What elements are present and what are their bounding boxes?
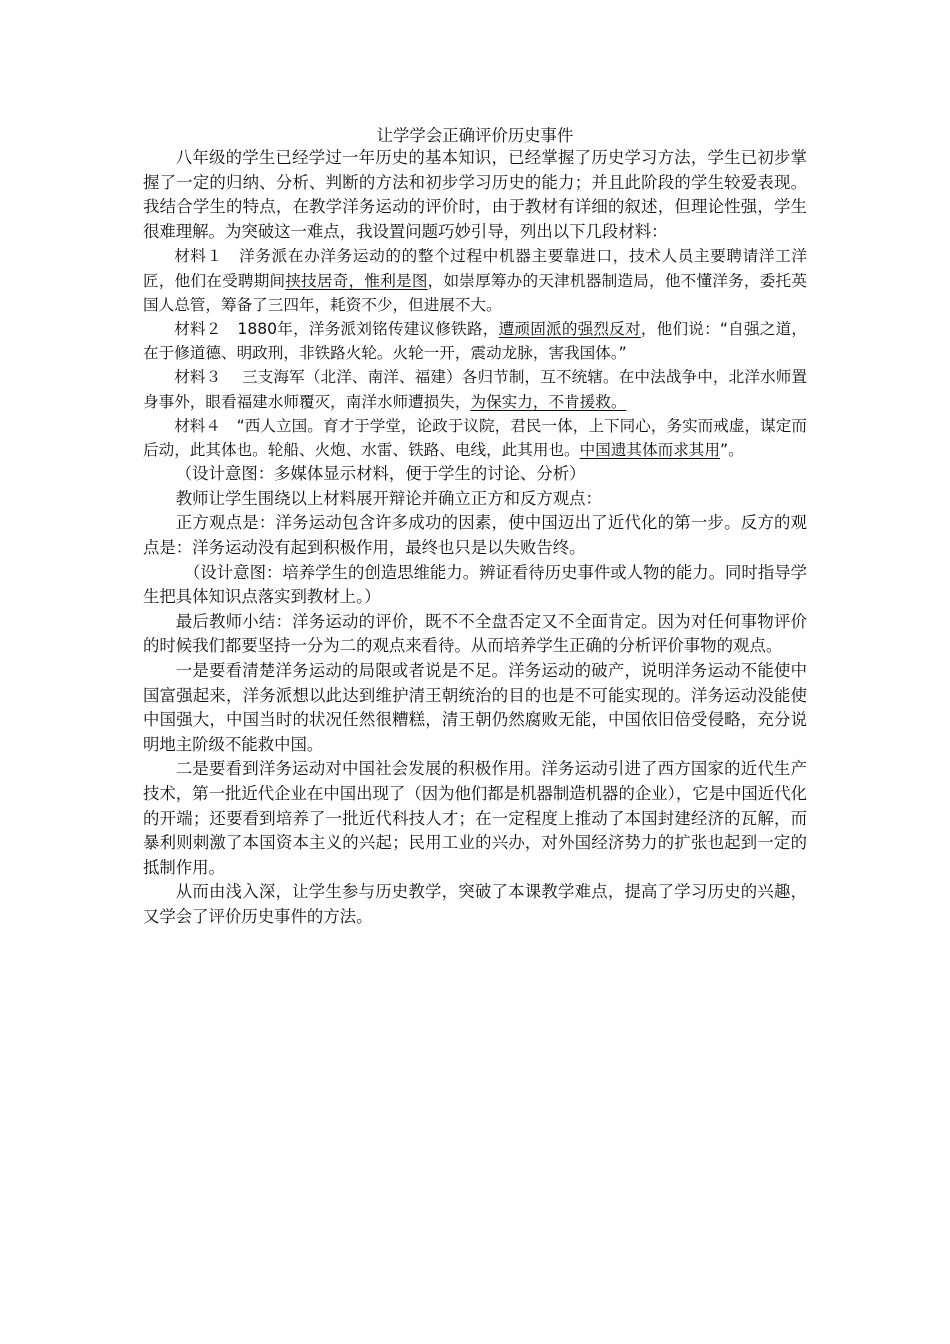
material-4-text-a: 材料４ “西人立国。育才于学堂，论政于议院，君民一体，上下同心，务实而戒虚，谋定而后动，此其体也。轮船、火炮、水雷、铁路、电线，此其用也。 bbox=[143, 416, 807, 459]
viewpoints-paragraph: 正方观点是：洋务运动包含许多成功的因素，使中国迈出了近代化的第一步。反方的观点是：洋务运动没有起到积极作用，最终也只是以失败告终。 bbox=[143, 513, 807, 557]
material-4-text-b: ”。 bbox=[720, 441, 744, 459]
summary-paragraph: 最后教师小结：洋务运动的评价，既不不全盘否定又不全面肯定。因为对任何事物评价的时候我们都要坚持一分为二的观点来看待。从而培养学生正确的分析评价事物的观点。 bbox=[143, 611, 807, 656]
document-page bbox=[143, 128, 807, 929]
design-intent-1: （设计意图：多媒体显示材料，便于学生的讨论、分析） bbox=[175, 464, 586, 484]
material-3 bbox=[143, 365, 807, 413]
conclusion-paragraph: 从而由浅入深，让学生参与历史教学，突破了本课教学难点，提高了学习历史的兴趣，又学会了评价历史事件的方法。 bbox=[143, 882, 807, 926]
material-2-text-b: ，他们说：“自强之道，在于修道德、明政刑，非铁路火轮。火轮一开，震动龙脉，害我国体。” bbox=[143, 319, 807, 363]
design-intent-2: （设计意图：培养学生的创造思维能力。辨证看待历史事件或人物的能力。同时指导学生把具体知识点落实到教材上。） bbox=[143, 562, 807, 607]
material-3-underlined: 为保实力，不肯援救。 bbox=[470, 392, 627, 411]
material-1-text-b: ，如崇厚筹办的天津机器制造局，他不懂洋务，委托英国人总管，筹备了三四年，耗资不少，但进展不大。 bbox=[143, 271, 807, 314]
limitations-paragraph: 一是要看清楚洋务运动的局限或者说是不足。洋务运动的破产，说明洋务运动不能使中国富强起来，洋务派想以此达到维护清王朝统治的目的也是不可能实现的。洋务运动没能使中国强大，中国当时的状况任然很糟糕，清王朝仍然腐败无能，中国依旧倍受侵略，充分说明地主阶级不能救中国。 bbox=[143, 660, 807, 754]
material-3-text-a: 材料３ 三支海军（北洋、南洋、福建）各归节制，互不统辖。在中法战争中，北洋水师置身事外，眼看福建水师覆灭，南洋水师遭损失， bbox=[143, 368, 807, 411]
debate-paragraph: 教师让学生围绕以上材料展开辩论并确立正方和反方观点： bbox=[175, 488, 602, 508]
material-2-text-a: 材料２ 1880年，洋务派刘铭传建议修铁路， bbox=[174, 319, 499, 338]
positive-effects-paragraph: 二是要看到洋务运动对中国社会发展的积极作用。洋务运动引进了西方国家的近代生产技术，第一批近代企业在中国出现了（因为他们都是机器制造机器的企业），它是中国近代化的开端；还要看到培养了一批近代科技人才；在一定程度上推动了本国封建经济的瓦解，而暴利则刺激了本国资本主义的兴起；民用工业的兴办，对外国经济势力的扩张也起到一定的抵制作用。 bbox=[143, 759, 807, 877]
material-2-underlined: 遭顽固派的强烈反对 bbox=[498, 319, 641, 338]
material-1-underlined: 挟技居奇，惟利是图 bbox=[285, 271, 428, 290]
material-2 bbox=[143, 317, 807, 365]
document-title: 让学学会正确评价历史事件 bbox=[376, 126, 574, 145]
material-1 bbox=[143, 244, 807, 317]
intro-paragraph: 八年级的学生已经学过一年历史的基本知识，已经掌握了历史学习方法，学生已初步掌握了一定的归纳、分析、判断的方法和初步学习历史的能力；并且此阶段的学生较爱表现。我结合学生的特点，在教学洋务运动的评价时，由于教材有详细的叙述，但理论性强，学生很难理解。为突破这一难点，我设置问题巧妙引导，列出以下几段材料： bbox=[143, 148, 807, 241]
material-4 bbox=[143, 414, 807, 462]
material-1-text-a: 材料１ 洋务派在办洋务运动的的整个过程中机器主要靠进口，技术人员主要聘请洋工洋匠，他们在受聘期间 bbox=[143, 247, 807, 290]
material-4-underlined: 中国遗其体而求其用 bbox=[579, 441, 720, 459]
